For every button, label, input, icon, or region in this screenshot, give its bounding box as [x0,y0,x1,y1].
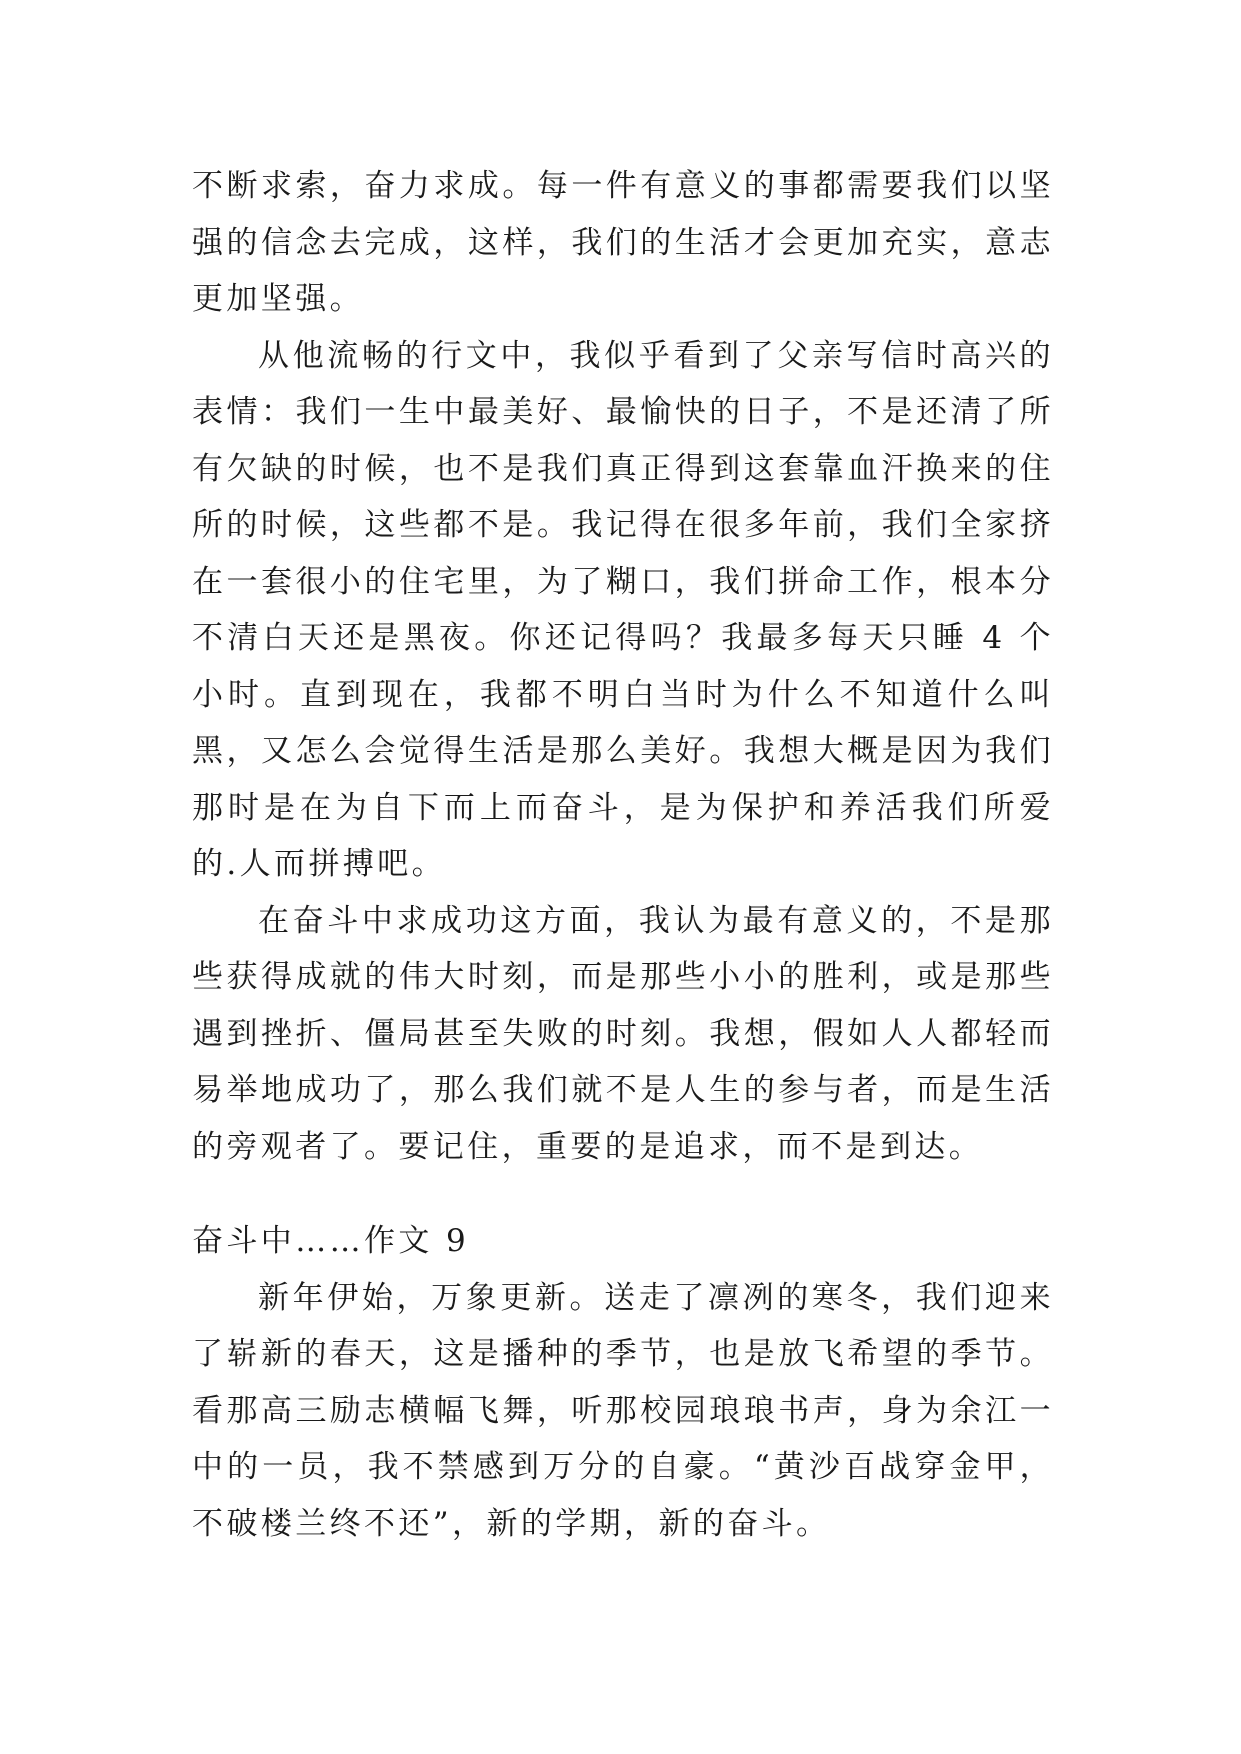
paragraph-father-letter: 从他流畅的行文中，我似乎看到了父亲写信时高兴的表情：我们一生中最美好、最愉快的日子，不是还清了所有欠缺的时候，也不是我们真正得到这套靠血汗换来的住所的时候，这些都不是。我记得在很多年前，我们全家挤在一套很小的住宅里，为了糊口，我们拼命工作，根本分不清白天还是黑夜。你还记得吗？我最多每天只睡 4 个小时。直到现在，我都不明白当时为什么不知道什么叫黑，又怎么会觉得生活是那么美好。我想大概是因为我们那时是在为自下而上而奋斗，是为保护和养活我们所爱的.人而拼搏吧。 [192,337,1054,882]
paragraph-continuation: 不断求索，奋力求成。每一件有意义的事都需要我们以坚强的信念去完成，这样，我们的生活才会更加充实，意志更加坚强。 [192,168,1054,317]
paragraph-new-year: 新年伊始，万象更新。送走了凛冽的寒冬，我们迎来了崭新的春天，这是播种的季节，也是放飞希望的季节。看那高三励志横幅飞舞，听那校园琅琅书声，身为余江一中的一员，我不禁感到万分的自豪。“黄沙百战穿金甲，不破楼兰终不还”，新的学期，新的奋斗。 [192,1279,1054,1542]
document-page [192,158,1054,1552]
paragraph-success-meaning: 在奋斗中求成功这方面，我认为最有意义的，不是那些获得成就的伟大时刻，而是那些小小的胜利，或是那些遇到挫折、僵局甚至失败的时刻。我想，假如人人都轻而易举地成功了，那么我们就不是人生的参与者，而是生活的旁观者了。要记住，重要的是追求，而不是到达。 [192,902,1054,1165]
section-title: 奋斗中……作文 9 [192,1223,470,1259]
